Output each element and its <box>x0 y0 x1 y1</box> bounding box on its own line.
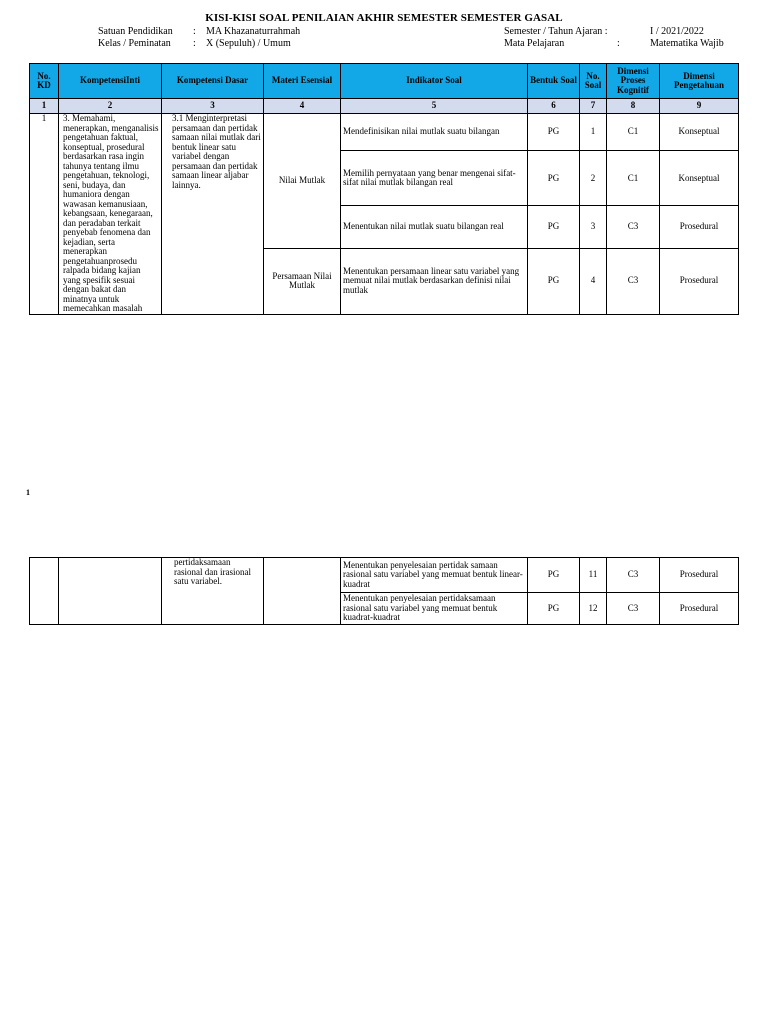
no-soal: 1 <box>580 114 607 151</box>
col-number: 8 <box>607 99 660 114</box>
document-title: KISI-KISI SOAL PENILAIAN AKHIR SEMESTER SEMESTER GASAL <box>205 12 563 24</box>
bentuk-soal: PG <box>528 558 580 593</box>
kisi-kisi-table-page-2 <box>29 557 739 625</box>
col-number: 9 <box>660 99 739 114</box>
header-row <box>30 64 739 99</box>
dimensi-pengetahuan: Prosedural <box>660 248 739 314</box>
no-soal: 4 <box>580 248 607 314</box>
col-number: 1 <box>30 99 59 114</box>
bentuk-soal: PG <box>528 248 580 314</box>
indikator-soal: Menentukan nilai mutlak suatu bilangan real <box>341 206 528 249</box>
materi-continued <box>264 558 341 625</box>
column-number-row <box>30 99 739 114</box>
dimensi-pengetahuan: Konseptual <box>660 114 739 151</box>
kd-number-empty <box>30 558 59 625</box>
mapel-label: Mata Pelajaran <box>504 38 565 49</box>
mapel-colon: : <box>617 38 620 49</box>
header-no-kd: No. KD <box>30 64 59 99</box>
dimensi-proses-kognitif: C3 <box>607 206 660 249</box>
kompetensi-inti-3: 3. Memahami, menerapkan, menganalisis pengetahuan faktual, konseptual, prosedural berdasarkan rasa ingin tahunya tentang ilmu pengetahuan, teknologi, seni, budaya, dan humaniora dengan wawasan kemanusiaan, kebangsaan, kenegaraan, dan peradaban terkait penyebab fenomena dan kejadian, serta menerapkan pengetahuanprosedu ralpada bidang kajian yang spesifik sesuai dengan bakat dan minatnya untuk memecahkan masalah <box>59 114 162 315</box>
col-number: 5 <box>341 99 528 114</box>
col-number: 7 <box>580 99 607 114</box>
kelas-label: Kelas / Peminatan <box>98 38 171 49</box>
kelas-colon: : <box>193 38 196 49</box>
bentuk-soal: PG <box>528 206 580 249</box>
dimensi-proses-kognitif: C3 <box>607 248 660 314</box>
kompetensi-dasar-3-1: 3.1 Menginterpretasi persamaan dan pertidak samaan nilai mutlak dari bentuk linear satu variabel dengan persamaan dan pertidak samaan linear aljabar lainnya. <box>162 114 264 315</box>
header-kompetensi-inti: KompetensiInti <box>59 64 162 99</box>
satuan-value: MA Khazanaturrahmah <box>206 26 301 37</box>
header-bentuk-soal: Bentuk Soal <box>528 64 580 99</box>
materi-persamaan-nilai-mutlak: Persamaan Nilai Mutlak <box>264 248 341 314</box>
mapel-value: Matematika Wajib <box>650 38 724 49</box>
header-kompetensi-dasar: Kompetensi Dasar <box>162 64 264 99</box>
kisi-kisi-table-page-1 <box>29 63 739 315</box>
page-number: 1 <box>26 488 30 497</box>
no-soal: 3 <box>580 206 607 249</box>
bentuk-soal: PG <box>528 114 580 151</box>
indikator-soal: Menentukan penyelesaian pertidaksamaan rasional satu variabel yang memuat bentuk kuadrat-kuadrat <box>341 593 528 625</box>
no-soal: 2 <box>580 151 607 206</box>
indikator-soal: Memilih pernyataan yang benar mengenai sifat-sifat nilai mutlak bilangan real <box>341 151 528 206</box>
semester-value: I / 2021/2022 <box>650 26 704 37</box>
header-dimensi-proses-kognitif: Dimensi Proses Kognitif <box>607 64 660 99</box>
kompetensi-dasar-3-2-continued: pertidaksamaan rasional dan irasional satu variabel. <box>162 558 264 625</box>
header-dimensi-pengetahuan: Dimensi Pengetahuan <box>660 64 739 99</box>
dimensi-pengetahuan: Prosedural <box>660 206 739 249</box>
indikator-soal: Menentukan persamaan linear satu variabel yang memuat nilai mutlak berdasarkan definisi nilai mutlak <box>341 248 528 314</box>
no-soal: 11 <box>580 558 607 593</box>
kompetensi-inti-continued <box>59 558 162 625</box>
dimensi-proses-kognitif: C3 <box>607 593 660 625</box>
bentuk-soal: PG <box>528 593 580 625</box>
header-indikator-soal: Indikator Soal <box>341 64 528 99</box>
bentuk-soal: PG <box>528 151 580 206</box>
col-number: 2 <box>59 99 162 114</box>
dimensi-pengetahuan: Konseptual <box>660 151 739 206</box>
col-number: 6 <box>528 99 580 114</box>
kelas-value: X (Sepuluh) / Umum <box>206 38 291 49</box>
kd-number: 1 <box>30 114 59 315</box>
header-materi-esensial: Materi Esensial <box>264 64 341 99</box>
semester-label: Semester / Tahun Ajaran : <box>504 26 608 37</box>
indikator-soal: Mendefinisikan nilai mutlak suatu bilangan <box>341 114 528 151</box>
col-number: 3 <box>162 99 264 114</box>
dimensi-proses-kognitif: C1 <box>607 151 660 206</box>
table-row <box>30 558 739 593</box>
satuan-label: Satuan Pendidikan <box>98 26 173 37</box>
dimensi-pengetahuan: Prosedural <box>660 558 739 593</box>
dimensi-proses-kognitif: C1 <box>607 114 660 151</box>
satuan-colon: : <box>193 26 196 37</box>
no-soal: 12 <box>580 593 607 625</box>
col-number: 4 <box>264 99 341 114</box>
dimensi-proses-kognitif: C3 <box>607 558 660 593</box>
dimensi-pengetahuan: Prosedural <box>660 593 739 625</box>
table-row <box>30 114 739 151</box>
indikator-soal: Menentukan penyelesaian pertidak samaan rasional satu variabel yang memuat bentuk linear-kuadrat <box>341 558 528 593</box>
header-no-soal: No. Soal <box>580 64 607 99</box>
materi-nilai-mutlak: Nilai Mutlak <box>264 114 341 249</box>
